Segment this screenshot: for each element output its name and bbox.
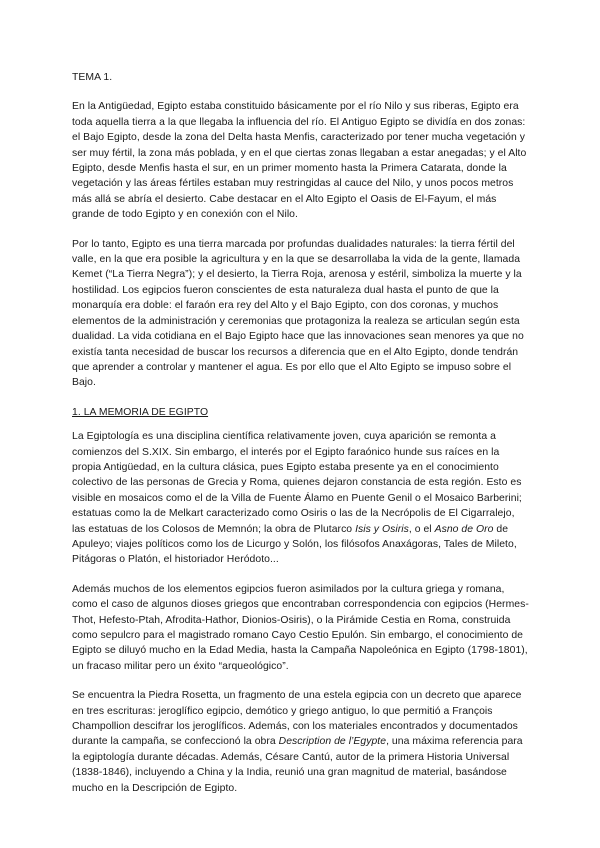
paragraph-egiptologia [72, 429, 530, 568]
paragraph-antiguedad: En la Antigüedad, Egipto estaba constituido básicamente por el río Nilo y sus riberas, Egipto era toda aquella tierra a la que llegaba la influencia del río. El Antiguo Egipto se dividía en dos zonas: el Bajo Egipto, desde la zona del Delta hasta Menfis, caracterizado por tener mucha vegetación y ser muy fértil, la zona más poblada, y en el que ciertas zonas llegaban a estar anegadas; y el Alto Egipto, desde Menfis hasta el sur, en un primer momento hasta la Primera Catarata, donde la vegetación y las áreas fértiles estaban muy restringidas al cauce del Nilo, y unos pocos metros más allá se abría el desierto. Cabe destacar en el Alto Egipto el Oasis de El-Fayum, el más grande de todo Egipto y en conexión con el Nilo. [72, 101, 527, 221]
paragraph-asimilacion: Además muchos de los elementos egipcios fueron asimilados por la cultura griega y romana, como el caso de algunos dioses griegos que encontraban correspondencia con egipcios (Hermes-Thot, Hefesto-Ptah, Afrodita-Hathor, Dionios-Osiris), o la Pirámide Cestia en Roma, construida como sepulcro para el magistrado romano Cayo Cestio Epulón. Sin embargo, el conocimiento de Egipto se diluyó mucho en la Edad Media, hasta la Campaña Napoleónica en Egipto (1798-1801), un fracaso militar pero un éxito “arqueológico”. [72, 583, 529, 672]
book-title-isis-osiris: Isis y Osiris [355, 523, 409, 535]
text-run: de Apuleyo; viajes políticos como los de Licurgo y Solón, los filósofos Anaxágoras, Tales de Mileto, Pitágoras o Platón, el historiador Heródoto... [72, 523, 517, 566]
paragraph-rosetta [72, 688, 530, 796]
book-title-description: Description de l’Egypte [278, 736, 387, 748]
text-run: Se encuentra la Piedra Rosetta, un fragmento de una estela egipcia con un decreto que aparece en tres escrituras: jeroglífico egipcio, demótico y griego antiguo, lo que permitió a François Champollion descifrar los jeroglíficos. Además, con los materiales encontrados y documentados durante la campaña, se confeccionó la obra [72, 690, 522, 748]
text-run: , una máxima referencia para la egiptología durante décadas. Además, Césare Cantú, autor de la primera Historia Universal (1838-1846), incluyendo a China y la India, reunió una gran magnitud de material, basándose mucho en la Descripción de Egipto. [72, 736, 523, 794]
document-page [72, 70, 530, 810]
section-heading-memoria: 1. LA MEMORIA DE EGIPTO [72, 406, 209, 418]
text-run: , o el [408, 523, 435, 535]
document-title: TEMA 1. [72, 72, 113, 83]
book-title-asno-de-oro: Asno de Oro [434, 523, 494, 535]
text-run: La Egiptología es una disciplina científica relativamente joven, cuya aparición se remonta a comienzos del S.XIX. Sin embargo, el interés por el Egipto faraónico hunde sus raíces en la propia Antigüedad, en la cultura clásica, pues Egipto estaba presente ya en el conocimiento colectivo de las personas de Grecia y Roma, quienes dejaron constancia de esta región. Esto es visible en mosaicos como el de la Villa de Fuente Álamo en Puente Genil o el Mosaico Barberini; estatuas como la de Melkart caracterizado como Osiris o las de la Necrópolis de El Cigarralejo, las estatuas de los Colosos de Memnón; la obra de Plutarco [72, 431, 522, 535]
paragraph-dualidades: Por lo tanto, Egipto es una tierra marcada por profundas dualidades naturales: la tierra fértil del valle, en la que era posible la agricultura y en la que se desarrollaba la vida de la gente, llamada Kemet (“La Tierra Negra”); y el desierto, la Tierra Roja, arenosa y estéril, simboliza la muerte y la hostilidad. Los egipcios fueron conscientes de esta naturaleza dual hasta el punto de que la monarquía era doble: el faraón era rey del Alto y el Bajo Egipto, con dos coronas, y muchos elementos de la administración y ceremonias que protagoniza la realeza se articulan según esta dualidad. La vida cotidiana en el Bajo Egipto hace que las innovaciones sean menores ya que no existía tanta necesidad de buscar los recursos a diferencia que en el Alto Egipto, donde tendrán que aprender a controlar y mantener el agua. Es por ello que el Alto Egipto se impuso sobre el Bajo. [72, 238, 524, 389]
